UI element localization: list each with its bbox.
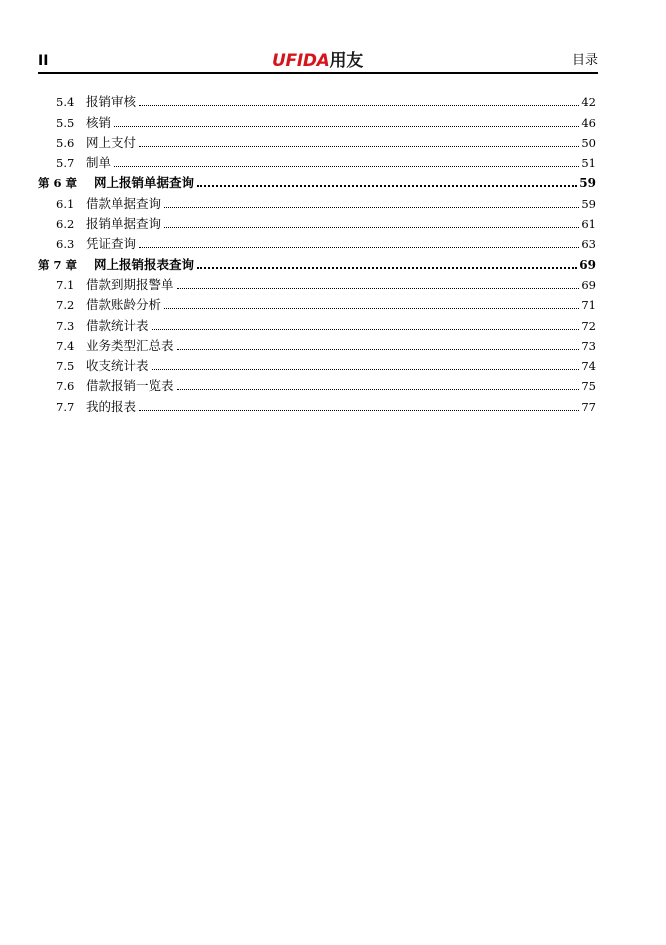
toc-entry-title: 我的报表 xyxy=(86,398,137,414)
toc-entry-number: 7.5 xyxy=(56,359,75,374)
toc-dot-leader xyxy=(114,166,579,167)
toc-chapter-page: 69 xyxy=(579,257,596,272)
page-number: II xyxy=(38,53,49,69)
toc-entry[interactable] xyxy=(38,212,596,232)
toc-entry-number: 7.4 xyxy=(56,338,75,353)
toc-entry-page: 72 xyxy=(581,318,596,333)
toc-dot-leader xyxy=(164,308,579,309)
toc-dot-leader xyxy=(177,389,580,390)
page-header xyxy=(38,50,598,72)
header-rule xyxy=(38,72,598,74)
toc-entry-page: 50 xyxy=(581,135,596,150)
toc-dot-leader xyxy=(197,185,577,187)
toc-entry[interactable] xyxy=(38,394,596,414)
toc-entry[interactable] xyxy=(38,90,596,110)
toc-dot-leader xyxy=(177,349,580,350)
toc-entry[interactable] xyxy=(38,151,596,171)
toc-entry[interactable] xyxy=(38,191,596,211)
section-title: 目录 xyxy=(571,53,598,68)
toc-entry-page: 46 xyxy=(581,115,596,130)
toc-entry-number: 7.2 xyxy=(56,298,75,313)
toc-dot-leader xyxy=(152,329,580,330)
toc-dot-leader xyxy=(139,410,579,411)
toc-entry[interactable] xyxy=(38,313,596,333)
toc-entry-number: 5.5 xyxy=(56,115,75,130)
toc-chapter-title: 网上报销报表查询 xyxy=(94,256,195,272)
toc-entry-title: 业务类型汇总表 xyxy=(86,337,174,353)
toc-entry-title: 报销单据查询 xyxy=(86,216,162,232)
logo-brand-en: UFIDA xyxy=(272,51,330,71)
toc-entry-number: 7.1 xyxy=(56,277,75,292)
toc-entry-title: 收支统计表 xyxy=(86,358,149,374)
toc-entry-number: 7.6 xyxy=(56,379,75,394)
toc-entry-number: 6.3 xyxy=(56,237,75,252)
toc-entry-title: 凭证查询 xyxy=(86,236,137,252)
toc-entry-page: 59 xyxy=(581,196,596,211)
toc-entry-title: 核销 xyxy=(86,114,112,130)
toc-dot-leader xyxy=(139,146,579,147)
toc-entry-page: 69 xyxy=(581,277,596,292)
toc-entry-number: 7.3 xyxy=(56,318,75,333)
toc-entry-title: 借款单据查询 xyxy=(86,195,162,211)
toc-entry-page: 63 xyxy=(581,237,596,252)
ufida-logo xyxy=(272,51,363,71)
toc-dot-leader xyxy=(197,267,577,269)
toc-entry[interactable] xyxy=(38,354,596,374)
toc-entry-title: 借款报销一览表 xyxy=(86,378,174,394)
toc-dot-leader xyxy=(139,247,579,248)
toc-chapter-number: 第 7 章 xyxy=(38,257,78,272)
toc-entry-page: 77 xyxy=(581,399,596,414)
toc-entry-title: 制单 xyxy=(86,155,112,171)
toc-entry-number: 7.7 xyxy=(56,399,75,414)
toc-dot-leader xyxy=(152,369,580,370)
toc-entry-page: 75 xyxy=(581,379,596,394)
toc-chapter-title: 网上报销单据查询 xyxy=(94,175,195,191)
toc-entry-title: 借款统计表 xyxy=(86,317,149,333)
toc-entry-number: 5.6 xyxy=(56,135,75,150)
toc-entry-number: 5.7 xyxy=(56,156,75,171)
toc-chapter-entry[interactable] xyxy=(38,171,596,191)
toc-dot-leader xyxy=(177,288,580,289)
toc-entry-title: 借款账龄分析 xyxy=(86,297,162,313)
toc-entry-page: 42 xyxy=(581,95,596,110)
toc-chapter-page: 59 xyxy=(579,176,596,191)
toc-entry[interactable] xyxy=(38,232,596,252)
toc-entry-page: 74 xyxy=(581,359,596,374)
toc-entry[interactable] xyxy=(38,293,596,313)
toc-entry[interactable] xyxy=(38,374,596,394)
toc-dot-leader xyxy=(164,227,579,228)
toc-chapter-entry[interactable] xyxy=(38,252,596,272)
toc-entry-page: 71 xyxy=(581,298,596,313)
toc-entry-title: 报销审核 xyxy=(86,94,137,110)
toc-entry-page: 73 xyxy=(581,338,596,353)
toc-entry[interactable] xyxy=(38,110,596,130)
toc-entry-number: 5.4 xyxy=(56,95,75,110)
toc-entry-title: 网上支付 xyxy=(86,134,137,150)
table-of-contents xyxy=(38,90,596,415)
toc-entry[interactable] xyxy=(38,334,596,354)
toc-entry-page: 51 xyxy=(581,156,596,171)
toc-dot-leader xyxy=(114,126,579,127)
toc-dot-leader xyxy=(164,207,579,208)
toc-entry-page: 61 xyxy=(581,217,596,232)
toc-entry-number: 6.2 xyxy=(56,217,75,232)
toc-entry-number: 6.1 xyxy=(56,196,75,211)
toc-entry[interactable] xyxy=(38,131,596,151)
toc-chapter-number: 第 6 章 xyxy=(38,176,78,191)
logo-brand-cn: 用友 xyxy=(329,51,363,71)
toc-entry[interactable] xyxy=(38,273,596,293)
toc-dot-leader xyxy=(139,105,579,106)
toc-entry-title: 借款到期报警单 xyxy=(86,276,174,292)
